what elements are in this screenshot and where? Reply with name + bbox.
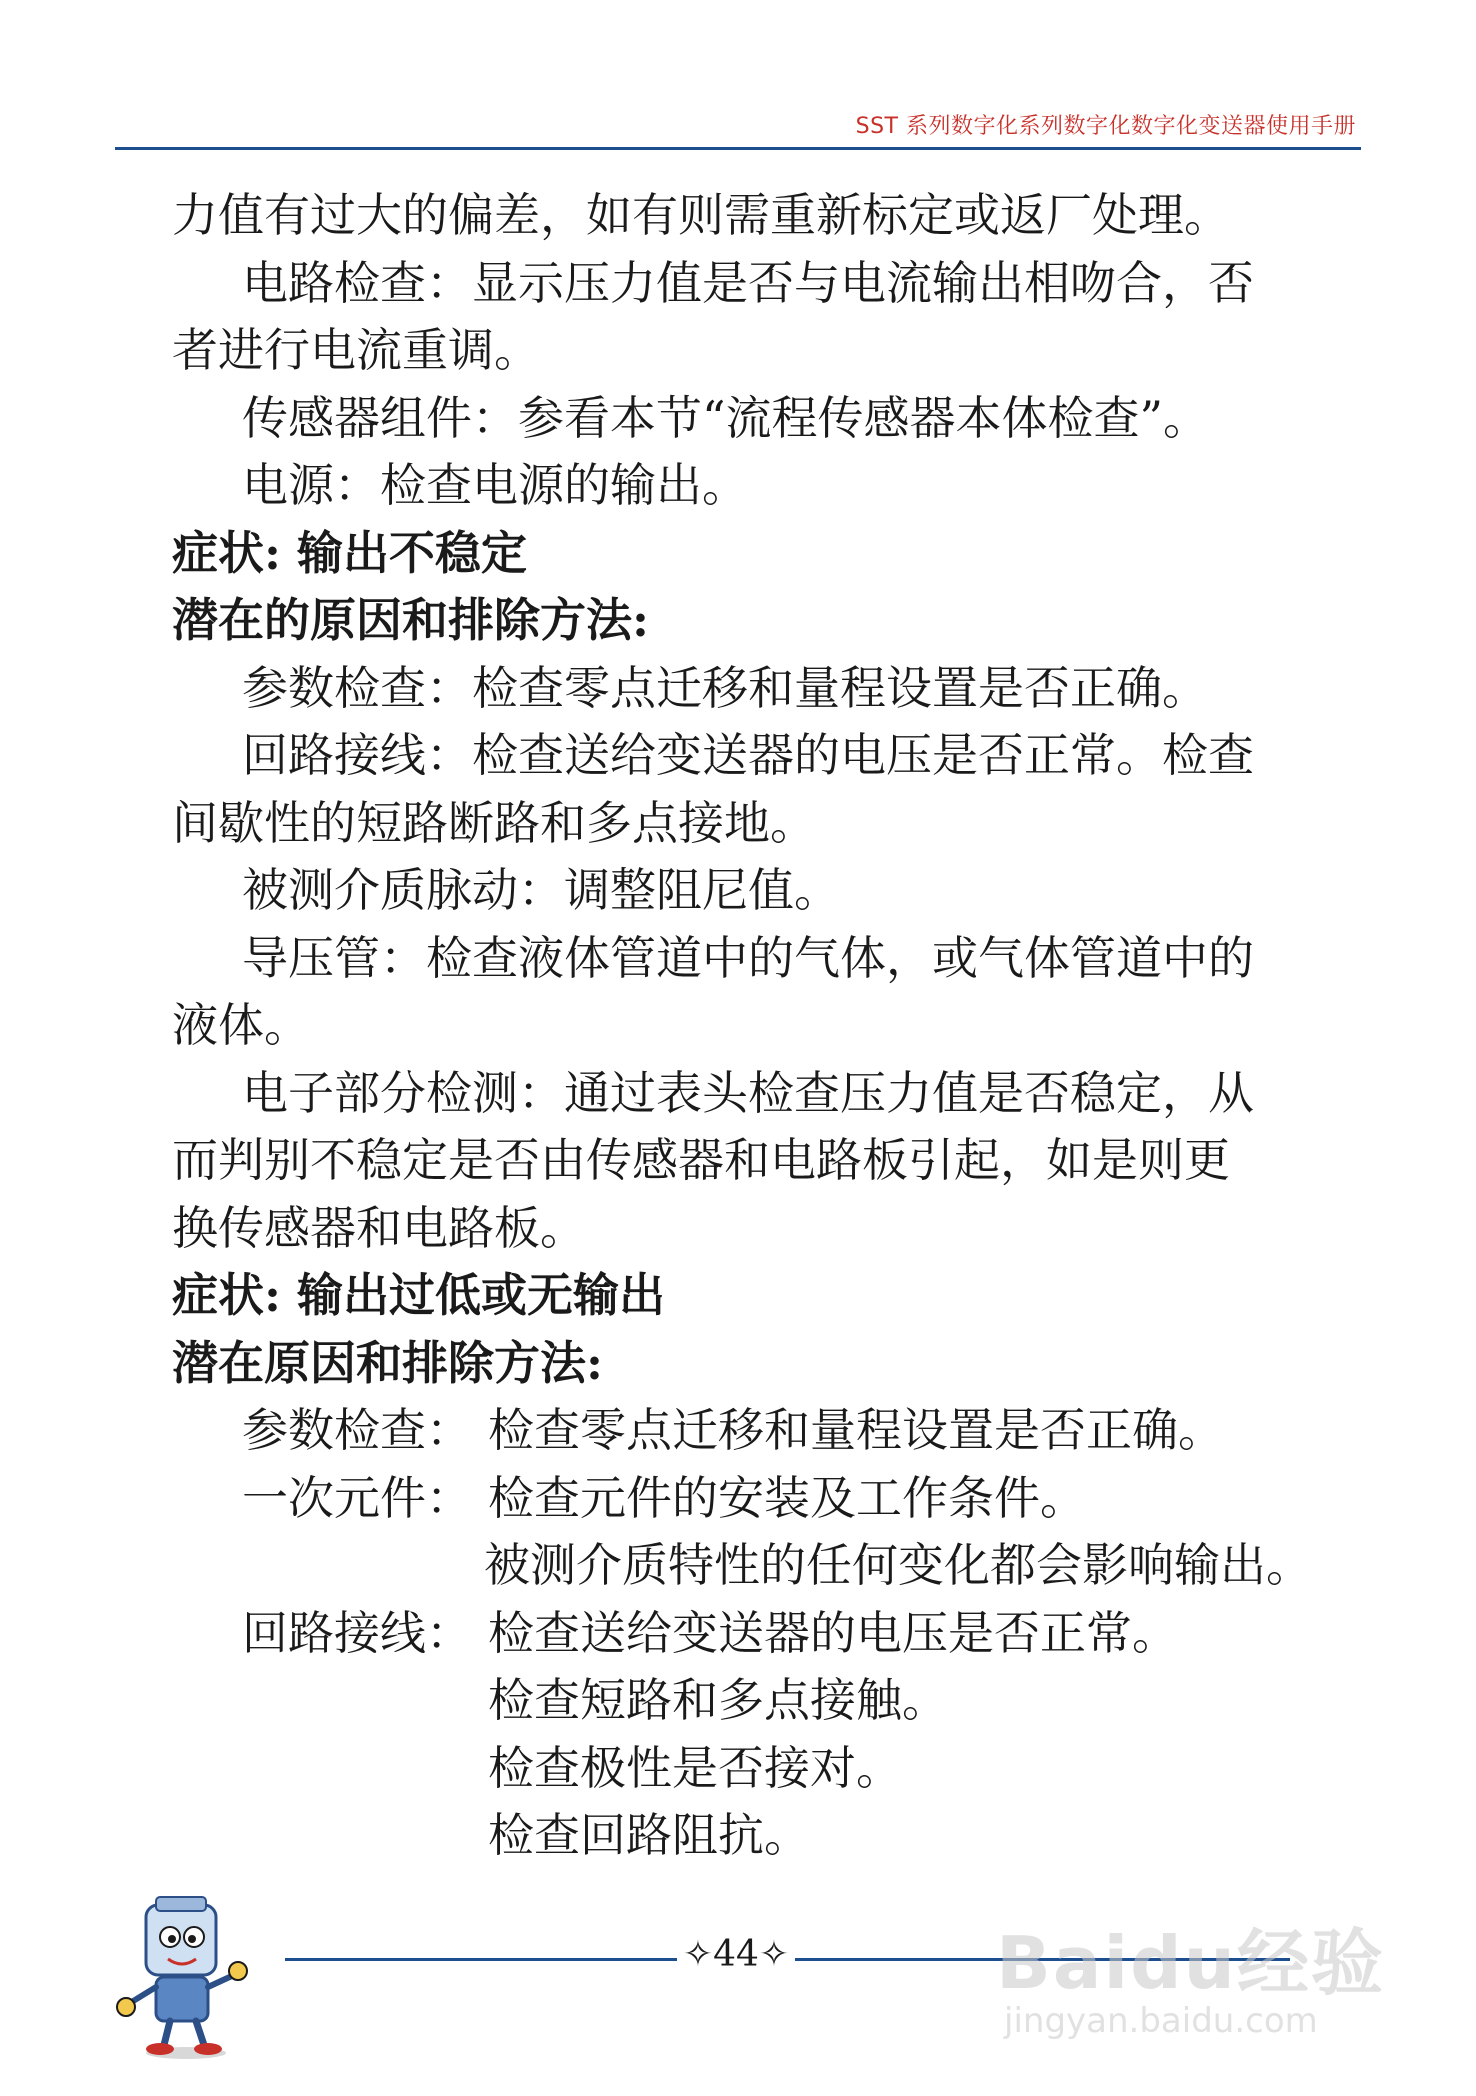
- checklist-key: 一次元件：: [242, 1470, 472, 1525]
- paragraph-line: 回路接线：检查送给变送器的电压是否正常。检查: [242, 728, 1254, 782]
- symptom-heading: 症状: 输出过低或无输出: [172, 1268, 665, 1322]
- checklist-key: [172, 1532, 484, 1600]
- page-body: [172, 182, 1312, 1870]
- checklist-value: 检查送给变送器的电压是否正常。: [488, 1605, 1178, 1660]
- header-divider: [115, 147, 1361, 150]
- paragraph-line: 被测介质脉动：调整阻尼值。: [242, 863, 840, 917]
- causes-heading: 潜在原因和排除方法:: [172, 1335, 603, 1390]
- checklist-key: [172, 1667, 488, 1735]
- paragraph-line: 参数检查：检查零点迁移和量程设置是否正确。: [242, 660, 1208, 715]
- checklist-row: [172, 1397, 1312, 1465]
- checklist-key: 回路接线：: [242, 1605, 472, 1660]
- checklist-value: 检查回路阻抗。: [488, 1808, 810, 1862]
- checklist-value: 检查零点迁移和量程设置是否正确。: [488, 1403, 1224, 1457]
- checklist-row: [172, 1667, 1312, 1735]
- footer-divider-left: [285, 1958, 677, 1961]
- paragraph-line: 导压管：检查液体管道中的气体，或气体管道中的: [242, 930, 1254, 985]
- paragraph-line: 电路检查：显示压力值是否与电流输出相吻合，否: [242, 255, 1254, 310]
- watermark: [996, 1905, 1416, 2045]
- paragraph-line: 者进行电流重调。: [172, 323, 540, 377]
- watermark-logo: Baidu经验: [996, 1921, 1385, 2005]
- paragraph-line: 电子部分检测：通过表头检查压力值是否稳定，从: [242, 1065, 1254, 1120]
- page-header: [0, 105, 1476, 151]
- checklist-key: 参数检查：: [242, 1403, 472, 1457]
- checklist-row: [172, 1735, 1312, 1803]
- manual-title: SST 系列数字化系列数字化数字化变送器使用手册: [855, 114, 1356, 139]
- causes-heading: 潜在的原因和排除方法:: [172, 593, 649, 647]
- checklist-value: 被测介质特性的任何变化都会影响输出。: [484, 1538, 1312, 1592]
- checklist-row: [172, 1532, 1312, 1600]
- checklist-key: [172, 1735, 488, 1803]
- paragraph-line: 力值有过大的偏差，如有则需重新标定或返厂处理。: [172, 188, 1230, 242]
- checklist-value: 检查极性是否接对。: [488, 1740, 902, 1795]
- checklist-row: [172, 1465, 1312, 1533]
- paragraph-line: 电源：检查电源的输出。: [242, 458, 748, 512]
- page-number: ✧44✧: [682, 1934, 790, 1975]
- symptom-heading: 症状: 输出不稳定: [172, 525, 527, 580]
- paragraph-line: 间歇性的短路断路和多点接地。: [172, 795, 816, 850]
- paragraph-line: 而判别不稳定是否由传感器和电路板引起，如是则更: [172, 1133, 1230, 1187]
- checklist-value: 检查元件的安装及工作条件。: [488, 1470, 1086, 1525]
- paragraph-line: 液体。: [172, 998, 310, 1052]
- paragraph-line: 传感器组件：参看本节“流程传感器本体检查”。: [242, 390, 1210, 445]
- watermark-url: jingyan.baidu.com: [1004, 2001, 1318, 2041]
- checklist-row: [172, 1600, 1312, 1668]
- checklist-row: [172, 1802, 1312, 1870]
- paragraph-line: 换传感器和电路板。: [172, 1200, 586, 1255]
- checklist-key: [172, 1802, 488, 1870]
- checklist-value: 检查短路和多点接触。: [488, 1673, 948, 1727]
